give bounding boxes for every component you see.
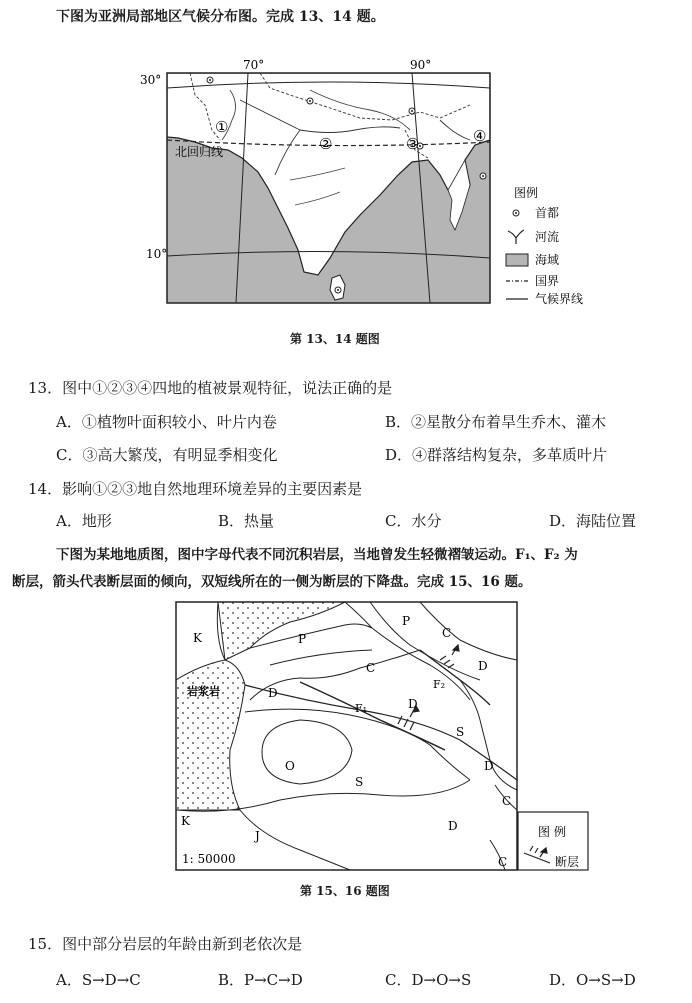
label-30: 30° — [140, 73, 162, 87]
q15-option-d[interactable]: D．O→S→D — [549, 971, 636, 989]
marker-4: ④ — [473, 127, 487, 145]
marker-1: ① — [215, 118, 229, 136]
intro-climate-map: 下图为亚洲局部地区气候分布图。完成 13、14 题。 — [56, 9, 385, 25]
legend-river: 河流 — [535, 230, 560, 244]
label-s-center: S — [355, 775, 364, 789]
label-scale: 1: 50000 — [182, 852, 236, 866]
label-d-right-top: D — [478, 659, 488, 673]
q14-option-b[interactable]: B．热量 — [218, 512, 275, 530]
label-magma: 岩浆岩 — [187, 685, 220, 698]
legend-capital: 首都 — [535, 206, 560, 220]
label-d-left: D — [268, 686, 278, 700]
label-d-center: D — [408, 697, 418, 711]
label-90: 90° — [410, 58, 432, 72]
river-icon — [508, 230, 524, 244]
label-tropic: 北回归线 — [175, 145, 224, 159]
caption-map2: 第 15、16 题图 — [300, 884, 390, 898]
q15-option-a[interactable]: A．S→D→C — [56, 971, 141, 989]
q14-option-c[interactable]: C．水分 — [385, 512, 442, 530]
q14-option-a[interactable]: A．地形 — [56, 512, 112, 530]
label-p-left: P — [298, 632, 307, 646]
legend-title: 图例 — [514, 186, 539, 200]
legend-title-2: 图 例 — [538, 825, 566, 839]
marker-3: ③ — [406, 135, 420, 153]
q14-stem: 14．影响①②③地自然地理环境差异的主要因素是 — [28, 480, 363, 498]
q15-option-c[interactable]: C．D→O→S — [385, 971, 472, 989]
q13-option-d[interactable]: D．④群落结构复杂，多革质叶片 — [385, 446, 608, 464]
caption-map1: 第 13、14 题图 — [290, 332, 380, 346]
label-70: 70° — [243, 58, 265, 72]
label-k-top: K — [193, 631, 202, 645]
label-c-mid: C — [366, 661, 376, 675]
label-o: O — [285, 759, 295, 773]
sea-icon — [506, 254, 528, 266]
intro-geology-line1: 下图为某地地质图，图中字母代表不同沉积岩层，当地曾发生轻微褶皱运动。F₁、F₂ 为 — [56, 547, 578, 563]
label-c-bottom: C — [498, 855, 508, 869]
label-c-top: C — [442, 626, 452, 640]
label-f1: F₁ — [355, 702, 368, 715]
label-j: J — [255, 829, 260, 843]
q13-option-b[interactable]: B．②星散分布着旱生乔木、灌木 — [385, 413, 607, 431]
label-c-right: C — [502, 794, 512, 808]
q13-option-c[interactable]: C．③高大繁茂，有明显季相变化 — [56, 446, 278, 464]
label-d-right-mid: D — [484, 759, 494, 773]
label-s-right: S — [456, 725, 465, 739]
legend-border: 国界 — [535, 274, 560, 288]
intro-geology-line2: 断层，箭头代表断层面的倾向，双短线所在的一侧为断层的下降盘。完成 15、16 题。 — [12, 574, 532, 590]
label-f2: F₂ — [433, 678, 446, 691]
geology-map — [0, 595, 692, 895]
q15-option-b[interactable]: B．P→C→D — [218, 971, 303, 989]
q14-option-d[interactable]: D．海陆位置 — [549, 512, 637, 530]
legend-climate: 气候界线 — [535, 292, 584, 306]
label-p-right: P — [402, 614, 411, 628]
label-d-bottom: D — [448, 819, 458, 833]
q13-stem: 13．图中①②③④四地的植被景观特征，说法正确的是 — [28, 379, 393, 397]
label-k-bottom: K — [181, 814, 190, 828]
q15-stem: 15．图中部分岩层的年龄由新到老依次是 — [28, 935, 303, 953]
label-10: 10° — [146, 247, 168, 261]
q13-option-a[interactable]: A．①植物叶面积较小、叶片内卷 — [56, 413, 277, 431]
legend-fault: 断层 — [555, 855, 580, 869]
legend-sea: 海域 — [535, 253, 560, 267]
marker-2: ② — [319, 135, 333, 153]
